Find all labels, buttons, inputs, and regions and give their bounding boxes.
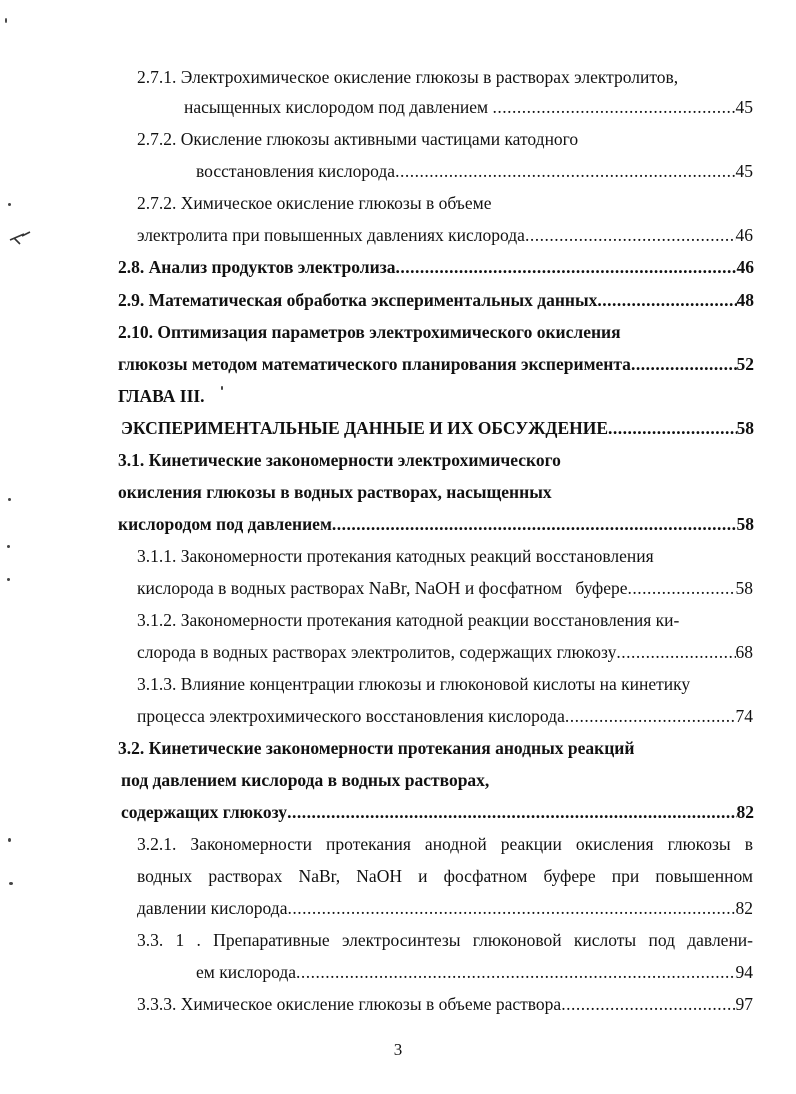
toc-leader-dots bbox=[296, 961, 735, 983]
toc-line-2-7-1-cont bbox=[184, 96, 753, 118]
toc-entry-text: процесса электрохимического восстановления кислорода bbox=[137, 706, 565, 726]
toc-line-2-7-2-chem: 2.7.2. Химическое окисление глюкозы в объеме bbox=[137, 193, 492, 213]
toc-line-3-3-3 bbox=[137, 993, 753, 1015]
toc-page-number: 45 bbox=[735, 97, 753, 117]
scan-scribble-icon bbox=[8, 228, 34, 248]
toc-line-3-2-end bbox=[121, 801, 754, 823]
scan-speck bbox=[7, 578, 10, 581]
toc-line-3-1-cont: окисления глюкозы в водных растворах, насыщенных bbox=[118, 482, 552, 502]
toc-page-number: 46 bbox=[736, 257, 754, 277]
toc-line-3-2-1: 3.2.1. Закономерности протекания анодной реакции окисления глюкозы в bbox=[137, 834, 753, 854]
scan-speck bbox=[8, 838, 11, 842]
toc-page-number: 58 bbox=[736, 514, 754, 534]
toc-leader-dots bbox=[628, 577, 736, 599]
toc-leader-dots bbox=[287, 801, 736, 823]
toc-page-number: 68 bbox=[735, 642, 753, 662]
scan-speck bbox=[8, 498, 11, 501]
toc-line-2-9 bbox=[118, 289, 754, 311]
toc-line-3-2-cont: под давлением кислорода в водных растворах, bbox=[121, 770, 490, 790]
toc-page-number: 45 bbox=[735, 161, 753, 181]
toc-line-2-10-cont bbox=[118, 353, 754, 375]
toc-line-3-3-1: 3.3. 1 . Препаративные электросинтезы глюконовой кислоты под давлени- bbox=[137, 930, 753, 950]
toc-page-number: 82 bbox=[735, 898, 753, 918]
toc-line-3-2: 3.2. Кинетические закономерности протекания анодных реакций bbox=[118, 738, 635, 758]
toc-leader-dots bbox=[561, 993, 735, 1015]
toc-line-3-1-3: 3.1.3. Влияние концентрации глюкозы и глюконовой кислоты на кинетику bbox=[137, 674, 691, 694]
page-number: 3 bbox=[393, 1040, 403, 1059]
toc-line-3-1-3-cont bbox=[137, 705, 753, 727]
toc-page-number: 94 bbox=[735, 962, 753, 982]
toc-entry-text: давлении кислорода bbox=[137, 898, 288, 918]
toc-page-number: 97 bbox=[735, 994, 753, 1014]
toc-leader-dots bbox=[631, 353, 737, 375]
chapter-3-title bbox=[121, 417, 754, 439]
toc-leader-dots bbox=[287, 897, 735, 919]
toc-entry-text: кислородом под давлением bbox=[118, 514, 332, 534]
toc-page-number: 58 bbox=[736, 418, 754, 438]
toc-page-number: 58 bbox=[735, 578, 753, 598]
toc-entry-text: ем кислорода bbox=[196, 962, 297, 982]
scan-speck bbox=[221, 386, 223, 390]
toc-page-number: 82 bbox=[736, 802, 754, 822]
toc-entry-text: 2.9. Математическая обработка экспериментальных данных bbox=[118, 290, 598, 310]
toc-entry-text: кислорода в водных растворах NaBr, NaOH и фосфатном буфере bbox=[137, 578, 628, 598]
toc-line-3-1-2: 3.1.2. Закономерности протекания катодной реакции восстановления ки- bbox=[137, 610, 680, 630]
toc-leader-dots bbox=[616, 641, 735, 663]
toc-line-3-1-1: 3.1.1. Закономерности протекания катодных реакций восстановления bbox=[137, 546, 654, 566]
toc-entry-text: электролита при повышенных давлениях кислорода bbox=[137, 225, 525, 245]
toc-line-3-1-1-cont bbox=[137, 577, 753, 599]
toc-line-2-10: 2.10. Оптимизация параметров электрохимического окисления bbox=[118, 322, 621, 342]
scan-speck bbox=[9, 882, 13, 885]
toc-leader-dots bbox=[395, 256, 736, 278]
toc-entry-text: ЭКСПЕРИМЕНТАЛЬНЫЕ ДАННЫЕ И ИХ ОБСУЖДЕНИЕ bbox=[121, 418, 609, 438]
toc-page-number: 46 bbox=[735, 225, 753, 245]
toc-line-2-7-2: 2.7.2. Окисление глюкозы активными частицами катодного bbox=[137, 129, 579, 149]
toc-line-2-7-1: 2.7.1. Электрохимическое окисление глюкозы в растворах электролитов, bbox=[137, 67, 679, 87]
toc-leader-dots bbox=[395, 160, 735, 182]
toc-entry-text: глюкозы методом математического планирования эксперимента bbox=[118, 354, 631, 374]
toc-leader-dots bbox=[525, 224, 736, 246]
toc-line-2-7-2-chem-cont bbox=[137, 224, 753, 246]
toc-entry-text: слорода в водных растворах электролитов, содержащих глюкозу bbox=[137, 642, 617, 662]
scan-speck bbox=[8, 203, 11, 206]
toc-leader-dots bbox=[565, 705, 736, 727]
toc-line-3-2-1-end bbox=[137, 897, 753, 919]
chapter-3-heading: ГЛАВА III. bbox=[118, 386, 205, 406]
toc-leader-dots bbox=[608, 417, 736, 439]
toc-entry-text: 3.3.3. Химическое окисление глюкозы в объеме раствора bbox=[137, 994, 562, 1014]
toc-line-3-1-2-cont bbox=[137, 641, 753, 663]
toc-entry-text: насыщенных кислородом под давлением bbox=[184, 97, 493, 117]
toc-leader-dots bbox=[597, 289, 736, 311]
toc-leader-dots bbox=[332, 513, 737, 535]
toc-line-3-3-1-cont bbox=[196, 961, 753, 983]
toc-entry-text: восстановления кислорода bbox=[196, 161, 396, 181]
toc-leader-dots bbox=[492, 96, 735, 118]
toc-line-2-7-2-cont bbox=[196, 160, 753, 182]
toc-line-2-8 bbox=[118, 256, 754, 278]
toc-page-number: 48 bbox=[736, 290, 754, 310]
toc-entry-text: 2.8. Анализ продуктов электролиза bbox=[118, 257, 396, 277]
toc-entry-text: содержащих глюкозу bbox=[121, 802, 288, 822]
toc-page-number: 52 bbox=[736, 354, 754, 374]
toc-line-3-1: 3.1. Кинетические закономерности электрохимического bbox=[118, 450, 561, 470]
toc-line-3-2-1-cont: водных растворах NaBr, NaOH и фосфатном буфере при повышенном bbox=[137, 866, 753, 886]
toc-line-3-1-end bbox=[118, 513, 754, 535]
scan-speck bbox=[7, 545, 10, 548]
scan-speck bbox=[5, 18, 7, 23]
toc-page-number: 74 bbox=[735, 706, 753, 726]
